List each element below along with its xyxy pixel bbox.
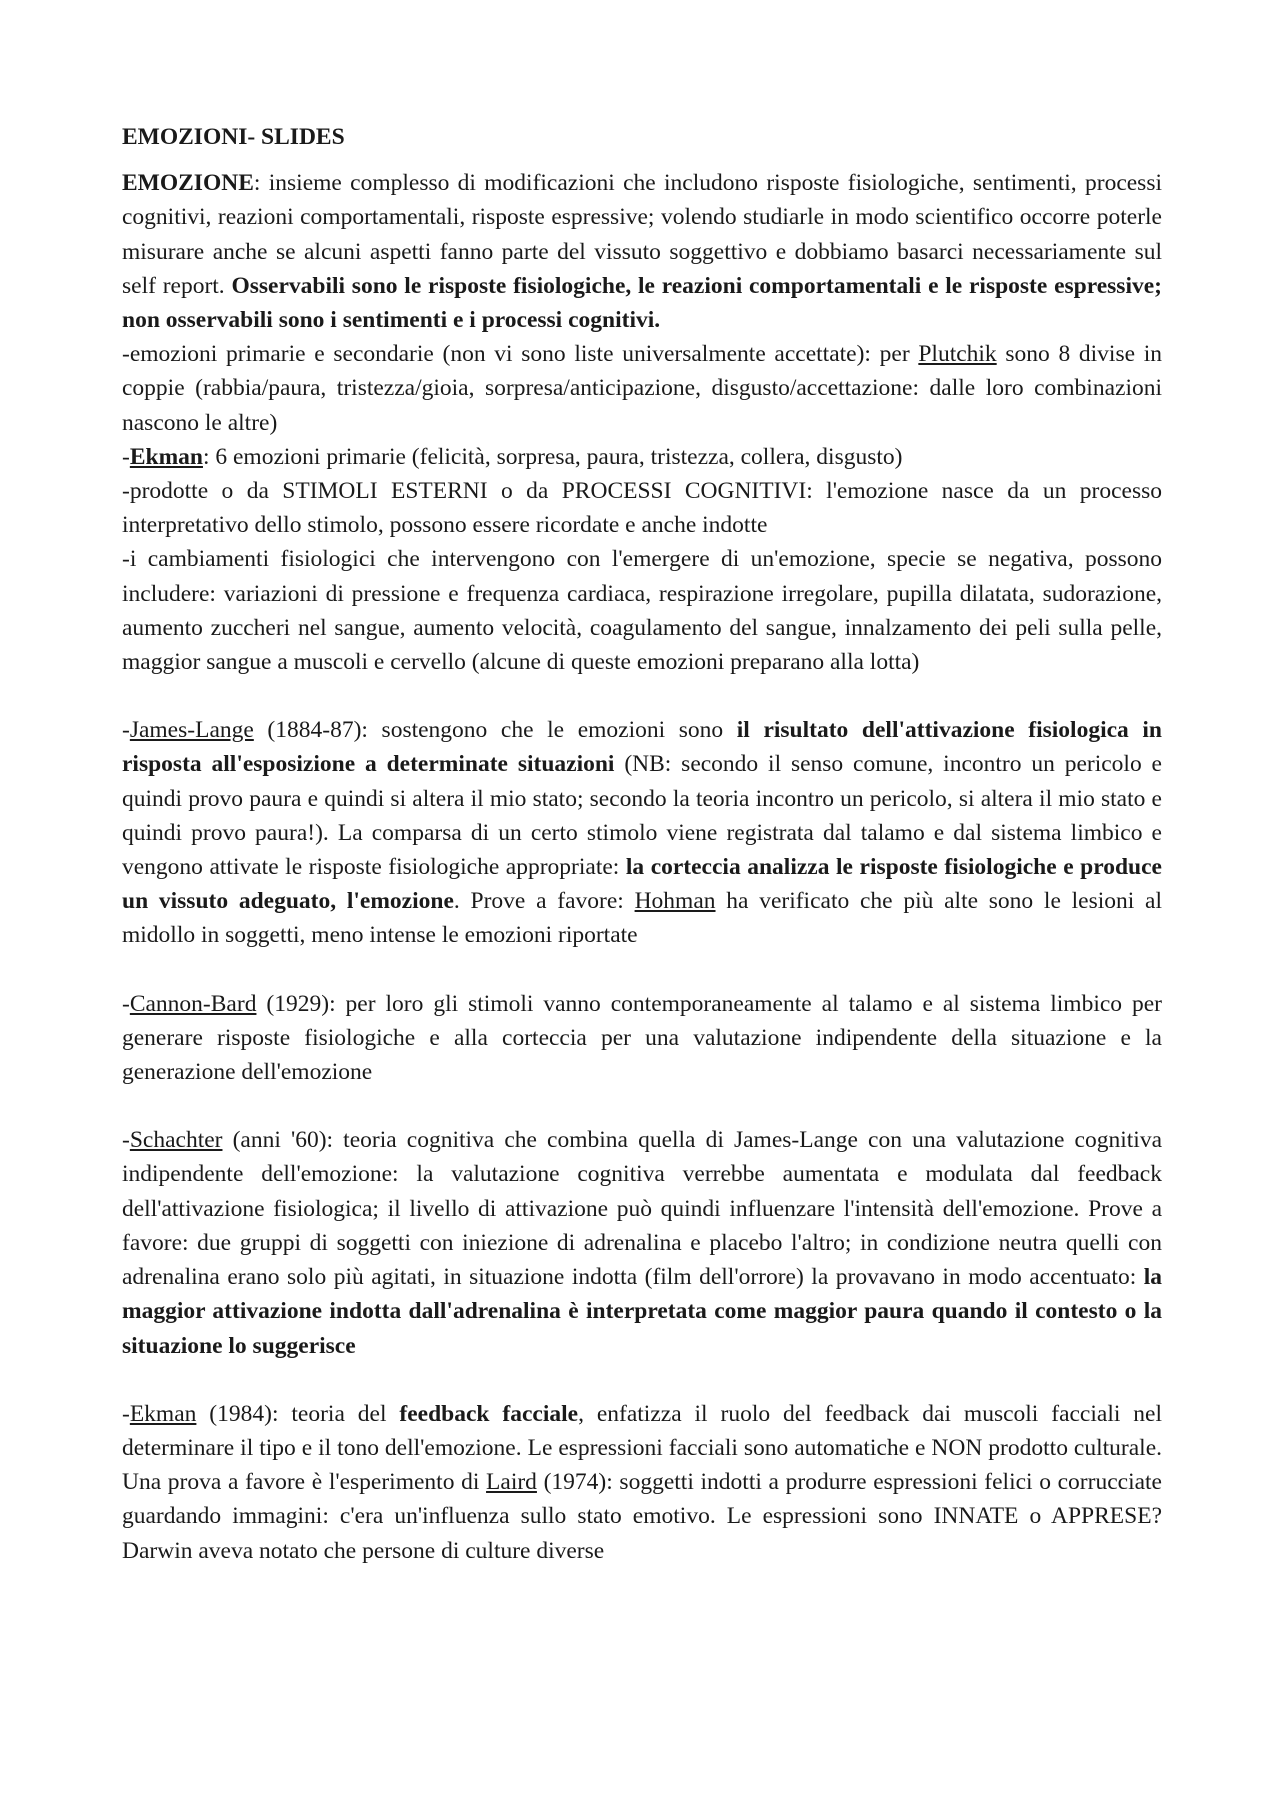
author-cannon-bard: Cannon-Bard bbox=[129, 990, 257, 1017]
author-ekman: Ekman bbox=[129, 443, 203, 470]
definition-bold: Osservabili sono le risposte fisiologiche, le reazioni comportamentali e le risposte espressive; non osservabili sono i sentimenti e i processi cognitivi. bbox=[122, 272, 1162, 334]
paragraph-physiological-changes: -i cambiamenti fisiologici che intervengono con l'emergere di un'emozione, specie se negativa, possono includere: variazioni di pressione e frequenza cardiaca, respirazione irregolare, pupilla dilatata, sudorazione, aumento zuccheri nel sangue, aumento velocità, coagulamento del sangue, innalzamento dei peli sulla pelle, maggior sangue a muscoli e cervello (alcune di queste emozioni preparano alla lotta) bbox=[122, 546, 1162, 676]
term-emozione: EMOZIONE bbox=[122, 170, 254, 197]
author-james-lange: James-Lange bbox=[129, 717, 254, 744]
author-plutchik: Plutchik bbox=[918, 341, 997, 368]
paragraph-definition bbox=[122, 166, 1162, 337]
paragraph-cannon-bard: -Cannon-Bard (1929): per loro gli stimoli vanno contemporaneamente al talamo e al sistema limbico per generare risposte fisiologiche e alla corteccia per una valutazione indipendente della situazione e la generazione dell'emozione bbox=[122, 990, 1162, 1086]
paragraph-schachter: -Schachter (anni '60): teoria cognitiva che combina quella di James-Lange con una valutazione cognitiva indipendente dell'emozione: la valutazione cognitiva verrebbe aumentata e modulata dal feedback dell'attivazione fisiologica; il livello di attivazione può quindi influenzare l'intensità dell'emozione. Prove a favore: due gruppi di soggetti con iniezione di adrenalina e placebo l'altro; in condizione neutra quelli con adrenalina erano solo più agitati, in situazione indotta (film dell'orrore) la provavano in modo accentuato: la maggior attivazione indotta dall'adrenalina è interpretata come maggior paura quando il contesto o la situazione lo suggerisce bbox=[122, 1127, 1162, 1359]
document-body bbox=[122, 120, 1162, 1568]
paragraph-primary-secondary: -emozioni primarie e secondarie (non vi sono liste universalmente accettate): per Plutchik sono 8 divise in coppie (rabbia/paura, tristezza/gioia, sorpresa/anticipazione, disgusto/accettazione: dalle loro combinazioni nascono le altre) bbox=[122, 341, 1162, 436]
author-hohman: Hohman bbox=[634, 888, 716, 915]
author-laird: Laird bbox=[486, 1469, 537, 1496]
definition-text: : insieme complesso di modificazioni che includono risposte fisiologiche, sentimenti, processi cognitivi, reazioni comportamentali, risposte espressive; volendo studiarle in modo scientifico occorre poterle misurare anche se alcuni aspetti fanno parte del vissuto soggettivo e dobbiamo basarci necessariamente sul self report. bbox=[122, 170, 1162, 299]
paragraph-ekman-primary: -Ekman: 6 emozioni primarie (felicità, sorpresa, paura, tristezza, collera, disgusto) bbox=[122, 443, 903, 470]
author-ekman-1984: Ekman bbox=[129, 1400, 197, 1427]
paragraph-stimuli: -prodotte o da STIMOLI ESTERNI o da PROCESSI COGNITIVI: l'emozione nasce da un processo interpretativo dello stimolo, possono essere ricordate e anche indotte bbox=[122, 478, 1162, 539]
document-title: EMOZIONI- SLIDES bbox=[122, 124, 345, 150]
paragraph-james-lange: -James-Lange (1884-87): sostengono che le emozioni sono il risultato dell'attivazione fisiologica in risposta all'esposizione a determinate situazioni (NB: secondo il senso comune, incontro un pericolo e quindi provo paura e quindi si altera il mio stato; secondo la teoria incontro un pericolo, si altera il mio stato e quindi provo paura!). La comparsa di un certo stimolo viene registrata dal talamo e dal sistema limbico e vengono attivate le risposte fisiologiche appropriate: la corteccia analizza le risposte fisiologiche e produce un vissuto adeguato, l'emozione. Prove a favore: Hohman ha verificato che più alte sono le lesioni al midollo in soggetti, meno intense le emozioni riportate bbox=[122, 717, 1162, 949]
paragraph-ekman-feedback: -Ekman (1984): teoria del feedback facciale, enfatizza il ruolo del feedback dai muscoli facciali nel determinare il tipo e il tono dell'emozione. Le espressioni facciali sono automatiche e NON prodotto culturale. Una prova a favore è l'esperimento di Laird (1974): soggetti indotti a produrre espressioni felici o corrucciate guardando immagini: c'era un'influenza sullo stato emotivo. Le espressioni sono INNATE o APPRESE? Darwin aveva notato che persone di culture diverse bbox=[122, 1400, 1162, 1564]
author-schachter: Schachter bbox=[129, 1127, 223, 1154]
